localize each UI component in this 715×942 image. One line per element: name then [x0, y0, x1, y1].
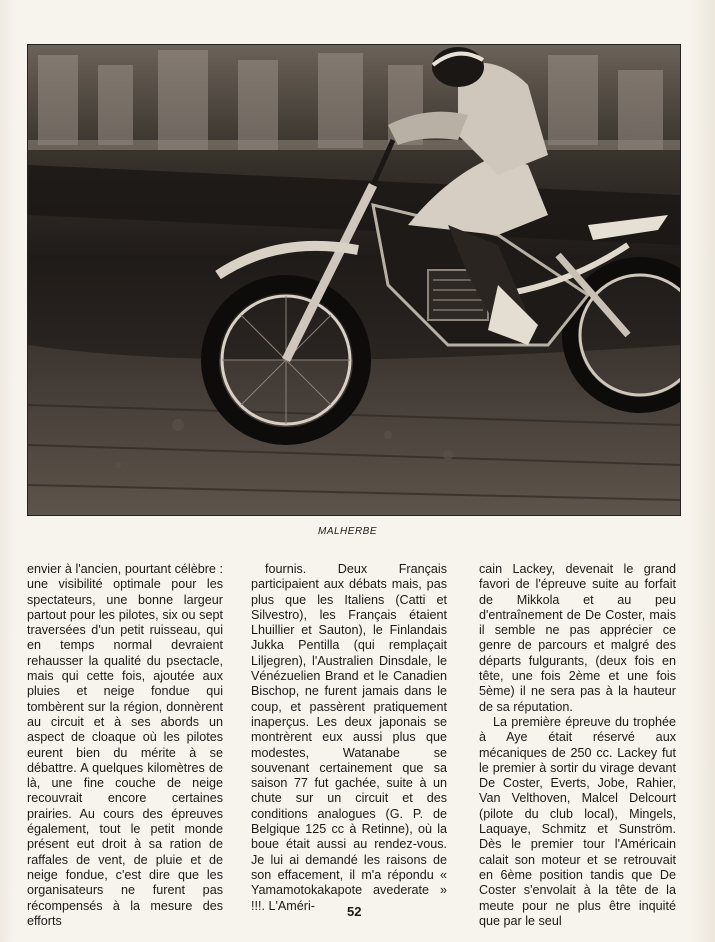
column-2-text: fournis. Deux Français participaient aux débats mais, pas plus que les Italiens (Catti et Silvestro), les Français étaient Lhuillier et Sauton), le Finlandais Jukka Pentilla (qui remplaçait Liljegren), l'Australien Dinsdale, le Vénézuelien Brand et le Canadien Bischop, ne furent jamais dans le coup, et passèrent pratiquement inaperçus. Les deux japonais se montrèrent eux aussi plus que modestes, Watanabe se souvenant certainement que sa saison 77 fut gachée, suite à un chute sur un circuit et des conditions analogues (G. P. de Belgique 125 cc à Retinne), où la boue était aussi au rendez-vous. Je lui ai demandé les raisons de son effacement, il m'a répondu « Yamamotokakapote avederate » !!!. L'Améri-: [251, 562, 447, 913]
text-column-2: [251, 562, 447, 914]
text-column-3: [479, 562, 676, 929]
column-3-paragraph-1: cain Lackey, devenait le grand favori de l'épreuve suite au forfait de Mikkola et au peu d'entraînement de De Coster, mais il semble ne pas apprécier ce genre de parcours et malgré des départs fulgurants, (deux fois en tête, une fois 2ème et une fois 5ème) il ne sera pas à la hauteur de sa réputation.: [479, 562, 676, 714]
text-column-1: [27, 562, 223, 929]
motorcycle-rider-illustration: [28, 45, 680, 515]
photo-credit: MALHERBE: [318, 526, 378, 537]
column-1-text: envier à l'ancien, pourtant célèbre : une visibilité optimale pour les spectateurs, une bonne largeur partout pour les pilotes, six ou sept traversées d'un petit ruisseau, qui en temps normal devraient rehausser la qualité du psectacle, mais qui cette fois, ajoutée aux pluies et neige fondue qui tombèrent sur la région, donnèrent au circuit et à ses abords un aspect de cloaque où les pilotes eurent bien du mérite à se débattre. A quelques kilomètres de là, une fine couche de neige recouvrait encore certaines prairies. Au cours des épreuves également, tout le petit monde présent eut droit à sa ration de raffales de vent, de pluie et de neige fondue, c'est dire que les organisateurs ne furent pas récompensés à la mesure des efforts: [27, 562, 223, 928]
column-3-paragraph-2: La première épreuve du trophée à Aye était réservé aux mécaniques de 250 cc. Lackey fut le premier à sortir du virage devant De Coster, Everts, Jobe, Rahier, Van Velthoven, Malcel Delcourt (pilote du club local), Mingels, Laquaye, Schmitz et Sunström. Dès le premier tour l'Américain calait son moteur et se retrouvait en 6ème position tandis que De Coster s'envolait à la tête de la meute pour ne plus être inquité que par le seul: [479, 714, 676, 928]
motocross-photo: [27, 44, 681, 516]
page-number: 52: [347, 904, 362, 919]
